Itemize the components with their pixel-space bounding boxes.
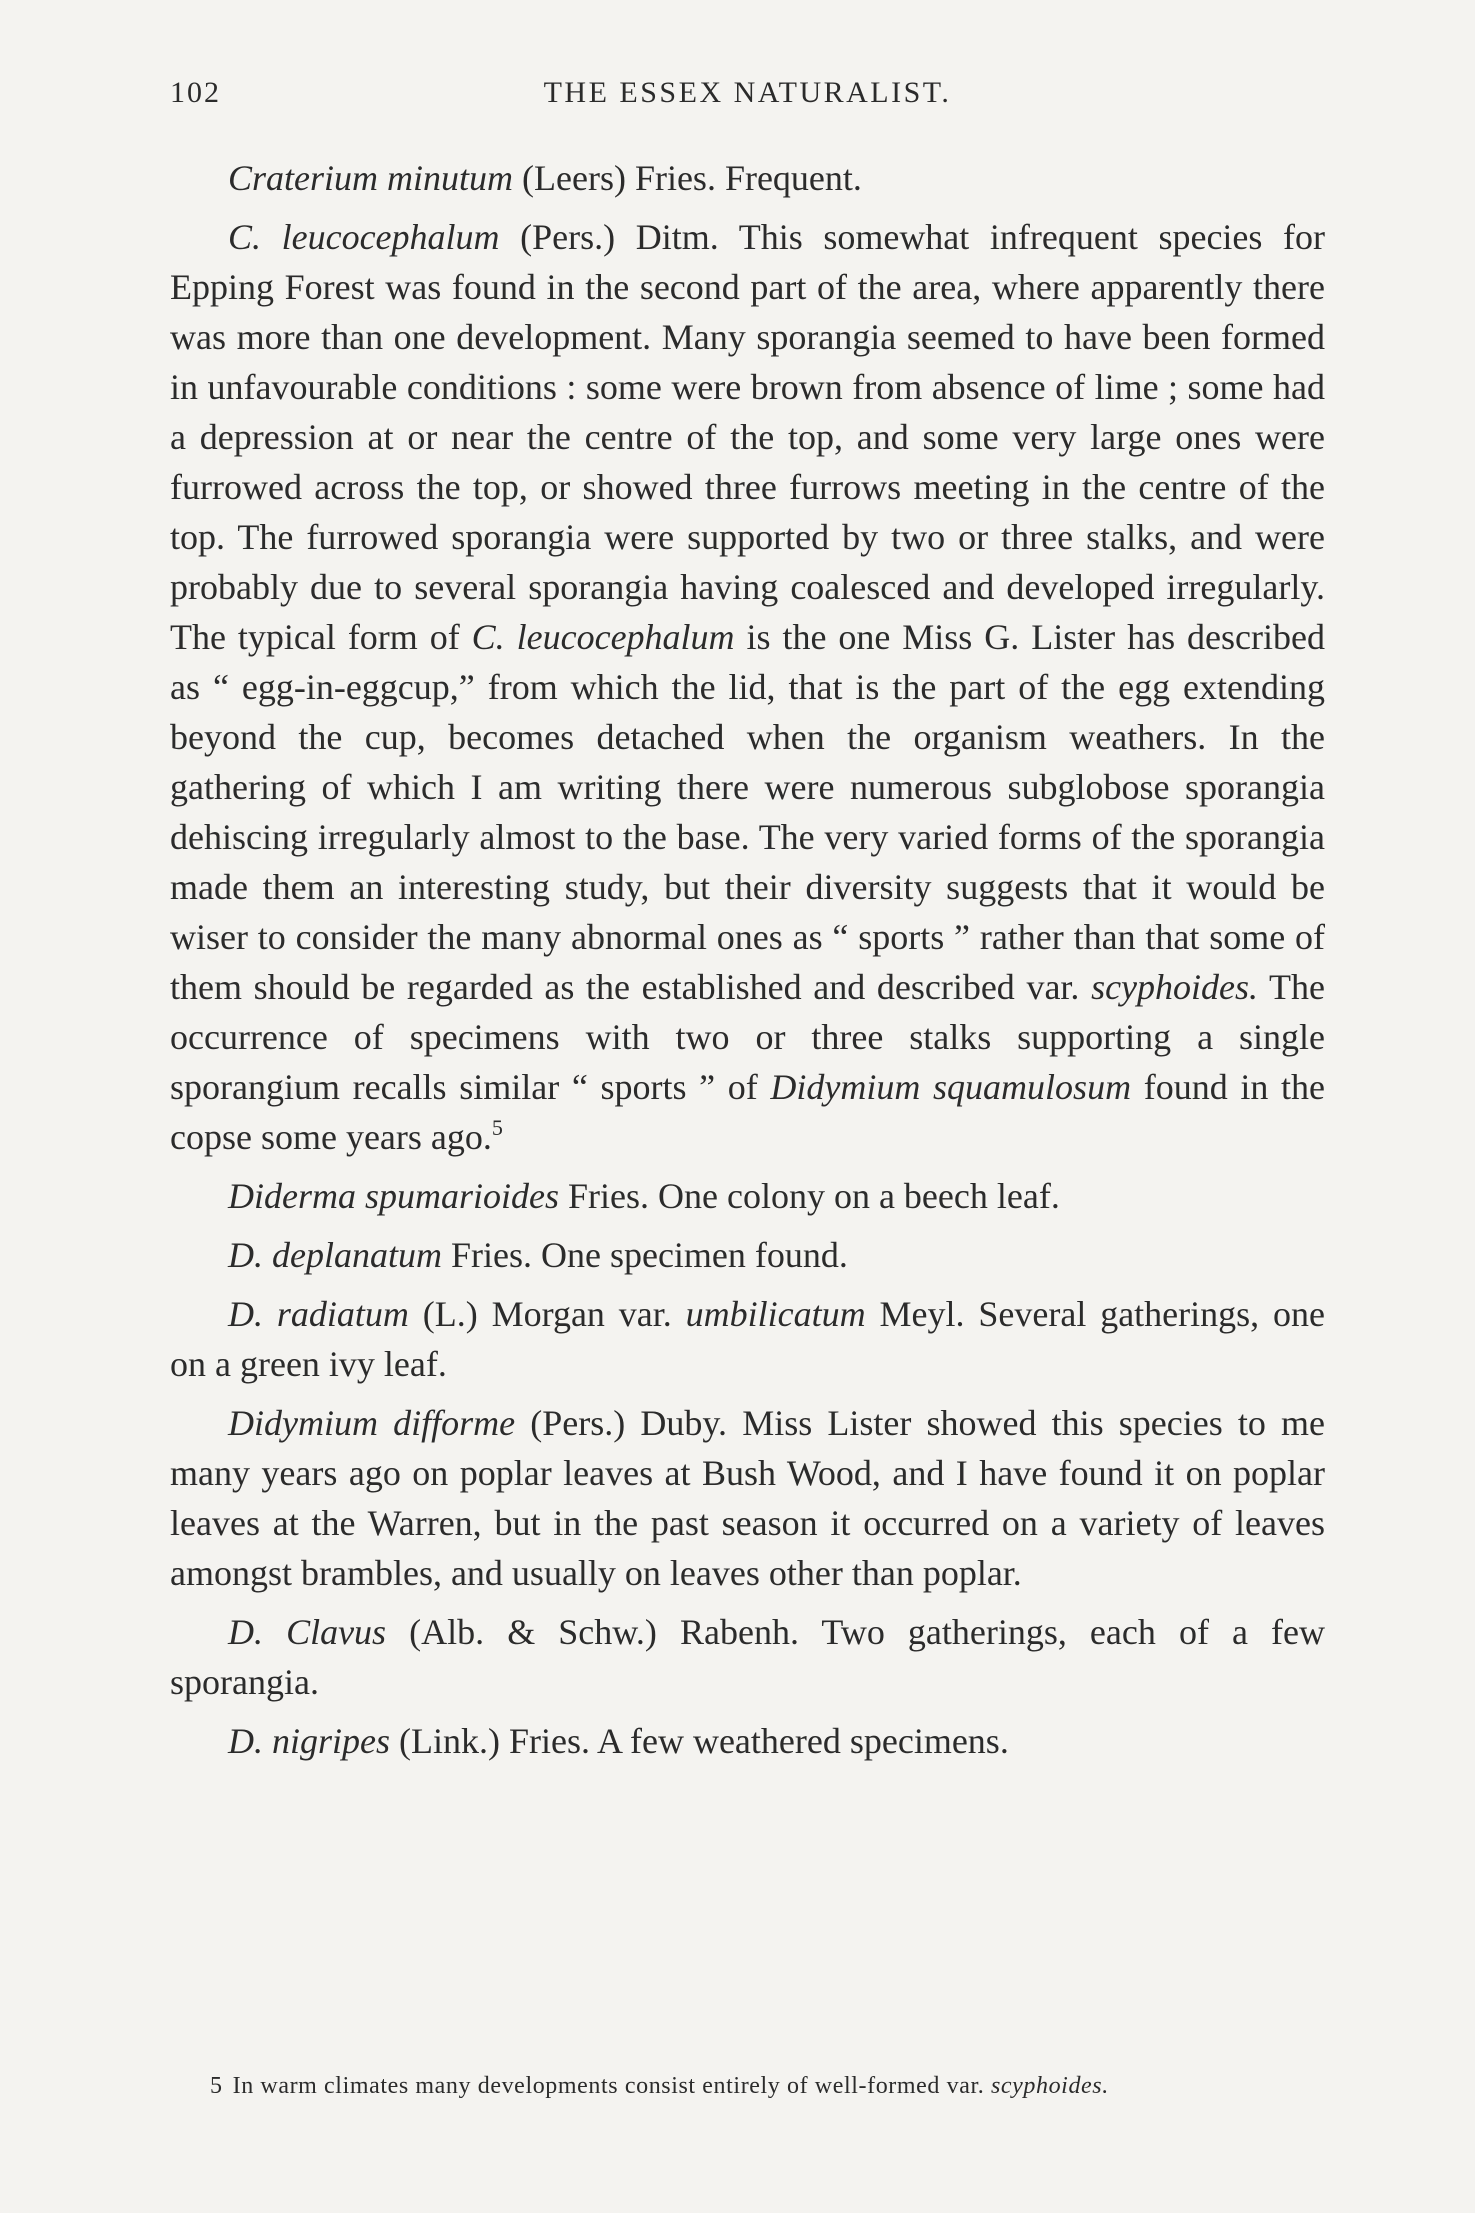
- entry-text: Fries. One specimen found.: [441, 1235, 848, 1275]
- species-name: D. radiatum: [228, 1294, 409, 1334]
- entry-didymium-difforme: [170, 1398, 1325, 1598]
- footnote-reference: 5: [491, 1115, 503, 1140]
- page-number: 102: [170, 76, 221, 109]
- entry-diderma-deplanatum: [170, 1230, 1325, 1280]
- entry-didymium-nigripes: [170, 1716, 1325, 1766]
- species-name: Diderma spumarioides: [228, 1176, 559, 1216]
- entry-text: is the one Miss G. Lister has described as “ egg-in-eggcup,” from which the lid, that is the part of the egg extending beyond the cup, becomes detached when the organism weathers. In the gathering of which I am writing there were numerous subglobose sporangia dehiscing irregularly almost to the base. The very varied forms of the sporangia made them an interesting study, but their diversity suggests that it would be wiser to consider the many abnormal ones as “ sports ” rather than that some of them should be regarded as the established and described var.: [170, 617, 1325, 1007]
- species-name: D. Clavus: [228, 1612, 387, 1652]
- species-name: Didymium difforme: [228, 1403, 516, 1443]
- entry-text: (L.) Morgan var.: [408, 1294, 686, 1334]
- entry-text: (Leers) Fries. Frequent.: [513, 158, 862, 198]
- species-name: C. leucocephalum: [471, 617, 735, 657]
- entry-text: (Link.) Fries. A few weathered specimens.: [390, 1721, 1009, 1761]
- entry-text: (Pers.) Ditm. This somewhat infrequent species for Epping Forest was found in the second part of the area, where apparently there was more than one development. Many sporangia seemed to have been formed in unfavourable conditions : some were brown from absence of lime ; some had a depression at or near the centre of the top, and some very large ones were furrowed across the top, or showed three furrows meeting in the centre of the top. The furrowed sporangia were supported by two or three stalks, and were probably due to several sporangia having coalesced and developed irregularly. The typical form of: [170, 217, 1325, 657]
- entry-text: found in the copse some years ago.: [170, 1067, 1326, 1157]
- entry-text: (Alb. & Schw.) Rabenh. Two gatherings, each of a few sporangia.: [170, 1612, 1326, 1702]
- species-name: D. deplanatum: [228, 1235, 442, 1275]
- entry-text: Meyl. Several gatherings, one on a green ivy leaf.: [170, 1294, 1326, 1384]
- entry-didymium-clavus: [170, 1607, 1325, 1707]
- entry-craterium-minutum: [170, 153, 1325, 203]
- entry-text: Fries. One colony on a beech leaf.: [559, 1176, 1060, 1216]
- footnote-text: In warm climates many developments consist entirely of well-formed var.: [232, 2073, 991, 2099]
- variety-name: umbilicatum: [685, 1294, 866, 1334]
- species-name: D. nigripes: [228, 1721, 390, 1761]
- entry-text: (Pers.) Duby. Miss Lister showed this species to me many years ago on poplar leaves at Bush Wood, and I have found it on poplar leaves at the Warren, but in the past season it occurred on a variety of leaves amongst brambles, and usually on leaves other than poplar.: [170, 1403, 1326, 1593]
- species-name: Didymium squamulosum: [770, 1067, 1132, 1107]
- entry-text: The occurrence of specimens with two or three stalks supporting a single sporangium recalls similar “ sports ” of: [170, 967, 1325, 1107]
- page-header: [170, 76, 1325, 120]
- running-title: THE ESSEX NATURALIST.: [543, 76, 952, 109]
- footnote: [210, 2070, 1325, 2102]
- variety-name: scyphoides.: [1091, 967, 1259, 1007]
- footnote-mark: 5: [210, 2073, 223, 2099]
- species-name: Craterium minutum: [228, 158, 514, 198]
- entry-diderma-radiatum: [170, 1289, 1325, 1389]
- article-body: [170, 153, 1325, 1775]
- species-name: C. leucocephalum: [228, 217, 500, 257]
- entry-diderma-spumarioides: [170, 1171, 1325, 1221]
- footnote-italic: scyphoides.: [990, 2073, 1109, 2099]
- entry-craterium-leucocephalum: [170, 212, 1325, 1162]
